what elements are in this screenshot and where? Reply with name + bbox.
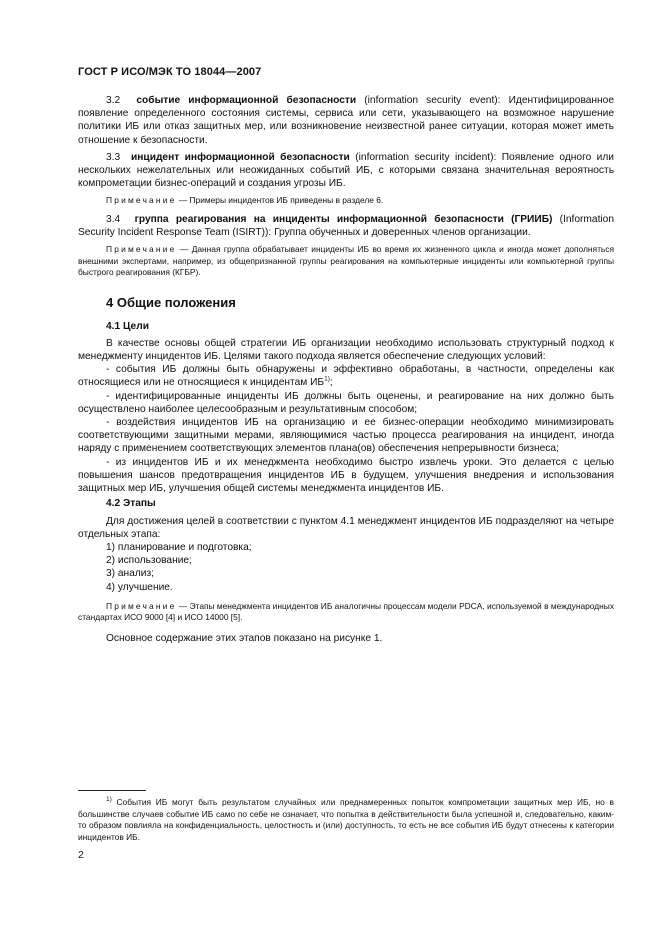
note-label: Примечание <box>106 244 177 255</box>
definition-number: 3.3 <box>106 151 121 163</box>
objective-item-4: - из инцидентов ИБ и их менеджмента необходимо быстро извлечь уроки. Это делается с целью повышения шансов предотвращения инцидентов ИБ в будущем, улучшения внедрения и использования защитных мер ИБ, улучшения общей системы менеджмента инцидентов ИБ. <box>78 456 614 495</box>
stage-item: 3) анализ; <box>106 568 154 580</box>
objective-item-1 <box>78 363 614 389</box>
definition-term: группа реагирования на инциденты информационной безопасности (ГРИИБ) <box>134 213 553 225</box>
definition-3-2 <box>78 94 614 147</box>
footnote-separator <box>78 790 146 791</box>
note-text: — Примеры инцидентов ИБ приведены в разделе 6. <box>178 195 384 206</box>
definition-3-3 <box>78 151 614 191</box>
figure-reference: Основное содержание этих этапов показано на рисунке 1. <box>106 632 383 644</box>
footnote-ref[interactable]: 1) <box>324 376 330 384</box>
page-number: 2 <box>78 849 84 861</box>
page-content <box>78 94 614 645</box>
note-label: Примечание <box>106 195 177 206</box>
stage-item: 1) планирование и подготовка; <box>106 541 252 553</box>
definition-text: (information security incident): Появление одного или нескольких нежелательных или неожиданных событий ИБ, с которыми связана значительная вероятность компрометации бизнес-операций и создания угрозы ИБ. <box>78 151 614 190</box>
note-text: — Этапы менеджмента инцидентов ИБ аналогичны процессам модели PDCA, используемой в международных стандартах ИСО 9000 [4] и ИСО 14000 [5]. <box>78 600 615 623</box>
definition-text: (information security event): Идентифицированное появление определенного состояния системы, сервиса или сети, указывающего на возможное нарушение политики ИБ или отказ защитных мер, или возникновение неизвестной ранее ситуации, которая может иметь отношение к безопасности. <box>78 95 614 146</box>
note-text: — Данная группа обрабатывает инциденты ИБ во время их жизненного цикла и иногда может дополняться внешними экспертами, например, из общепризнанной группы реагирования на компьютерные инциденты или компьютерной группы быстрого реагирования (КГБР). <box>78 244 614 278</box>
definition-text: (Information Security Incident Response Team (ISIRT)): Группа обученных и доверенных членов организации. <box>78 213 615 239</box>
definition-term: событие информационной безопасности <box>136 95 357 106</box>
note-examples <box>78 195 614 206</box>
note-pdca <box>78 601 614 624</box>
section-4-title: 4 Общие положения <box>106 295 236 311</box>
note-isirt <box>78 244 614 278</box>
stage-item: 2) использование; <box>106 555 192 567</box>
objective-text: - события ИБ должны быть обнаружены и эффективно обработаны, в частности, определены как относящиеся или не относящиеся к инцидентам ИБ <box>78 364 614 389</box>
subsection-4-2-title: 4.2 Этапы <box>106 498 156 510</box>
footnote-mark: 1) <box>106 796 112 804</box>
definition-term: инцидент информационной безопасности <box>131 151 350 163</box>
note-label: Примечание <box>106 600 177 611</box>
definition-3-4 <box>78 213 614 239</box>
objectives-intro: В качестве основы общей стратегии ИБ организации необходимо использовать структурный подход к менеджменту инцидентов ИБ. Целями такого подхода является обеспечение следующих условий: <box>78 337 614 363</box>
objective-item-3: - воздействия инцидентов ИБ на организацию и ее бизнес-операции необходимо минимизировать соответствующими защитными мерами, являющимися частью процесса реагирования на инцидент, иногда наряду с применением соответствующих элементов плана(ов) обеспечения непрерывности бизнеса; <box>78 417 614 455</box>
footnote-text: События ИБ могут быть результатом случайных или преднамеренных попыток компрометации защитных мер ИБ, но в большинстве случаев событие ИБ само по себе не означает, что попытка в действительности была успешной и, следовательно, каким-то образом повлияла на конфиденциальность, целостность и (или) доступность, то есть не все события ИБ будут отнесены к категории инцидентов ИБ. <box>78 797 614 842</box>
footnote <box>78 797 614 843</box>
objective-item-2: - идентифицированные инциденты ИБ должны быть оценены, и реагирование на них должно быть осуществлено наиболее целесообразным и результативным способом; <box>78 390 614 415</box>
definition-number: 3.4 <box>106 213 121 225</box>
subsection-4-1-title: 4.1 Цели <box>106 320 149 332</box>
definition-number: 3.2 <box>106 95 121 106</box>
objective-punct: ; <box>329 377 333 389</box>
stages-intro: Для достижения целей в соответствии с пунктом 4.1 менеджмент инцидентов ИБ подразделяют на четыре отдельных этапа: <box>78 515 614 540</box>
stage-item: 4) улучшение. <box>106 581 173 593</box>
document-header: ГОСТ Р ИСО/МЭК ТО 18044—2007 <box>78 66 262 78</box>
